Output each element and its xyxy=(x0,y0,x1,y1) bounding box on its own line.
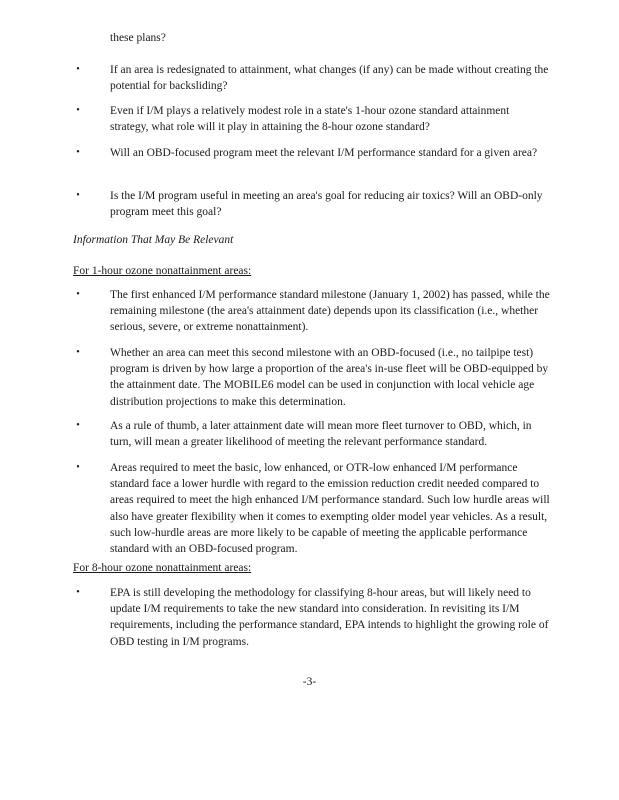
bullet-marker: • xyxy=(76,420,80,431)
question-bullet-1: If an area is redesignated to attainment, what changes (if any) can be made without creating the potential for backsliding? xyxy=(110,64,549,93)
page-number: -3- xyxy=(302,676,317,688)
bullet-marker: • xyxy=(76,347,80,358)
bullet-marker: • xyxy=(76,147,80,158)
one-hour-bullet-1: The first enhanced I/M performance standard milestone (January 1, 2002) has passed, while the remaining milestone (the area's attainment date) depends upon its classification (i.e., whether serious, severe, or extreme nonattainment). xyxy=(110,289,550,334)
eight-hour-heading: For 8-hour ozone nonattainment areas: xyxy=(73,562,252,574)
question-bullet-3: Will an OBD-focused program meet the relevant I/M performance standard for a given area? xyxy=(110,147,538,159)
bullet-marker: • xyxy=(76,105,80,116)
eight-hour-bullet-1: EPA is still developing the methodology for classifying 8-hour areas, but will likely need to update I/M requirements to take the new standard into consideration. In revisiting its I/M requirements, including the performance standard, EPA intends to highlight the growing role of OBD testing in I/M programs. xyxy=(110,587,549,648)
one-hour-bullet-2: Whether an area can meet this second milestone with an OBD-focused (i.e., no tailpipe test) program is driven by how large a proportion of the area's in-use fleet will be OBD-equipped by the attainment date. The MOBILE6 model can be used in conjunction with local vehicle age distribution projections to make this determination. xyxy=(110,347,549,408)
continuation-text: these plans? xyxy=(110,32,166,44)
question-bullet-2: Even if I/M plays a relatively modest role in a state's 1-hour ozone standard attainment strategy, what role will it play in attaining the 8-hour ozone standard? xyxy=(110,105,510,134)
one-hour-heading: For 1-hour ozone nonattainment areas: xyxy=(73,265,252,277)
one-hour-bullet-4: Areas required to meet the basic, low enhanced, or OTR-low enhanced I/M performance standard face a lower hurdle with regard to the emission reduction credit needed compared to areas required to meet the high enhanced I/M performance standard. Such low hurdle areas will also have greater flexibility when it comes to exempting older model year vehicles. As a result, such low-hurdle areas are more likely to be capable of meeting the applicable performance standard with an OBD-focused program. xyxy=(110,462,550,556)
question-bullet-4: Is the I/M program useful in meeting an area's goal for reducing air toxics? Will an OBD-only program meet this goal? xyxy=(110,190,543,219)
bullet-marker: • xyxy=(76,587,80,598)
one-hour-bullet-3: As a rule of thumb, a later attainment date will mean more fleet turnover to OBD, which, in turn, will mean a greater likelihood of meeting the relevant performance standard. xyxy=(110,420,532,449)
bullet-marker: • xyxy=(76,64,80,75)
bullet-marker: • xyxy=(76,289,80,300)
bullet-marker: • xyxy=(76,190,80,201)
bullet-marker: • xyxy=(76,462,80,473)
info-heading: Information That May Be Relevant xyxy=(73,234,234,246)
